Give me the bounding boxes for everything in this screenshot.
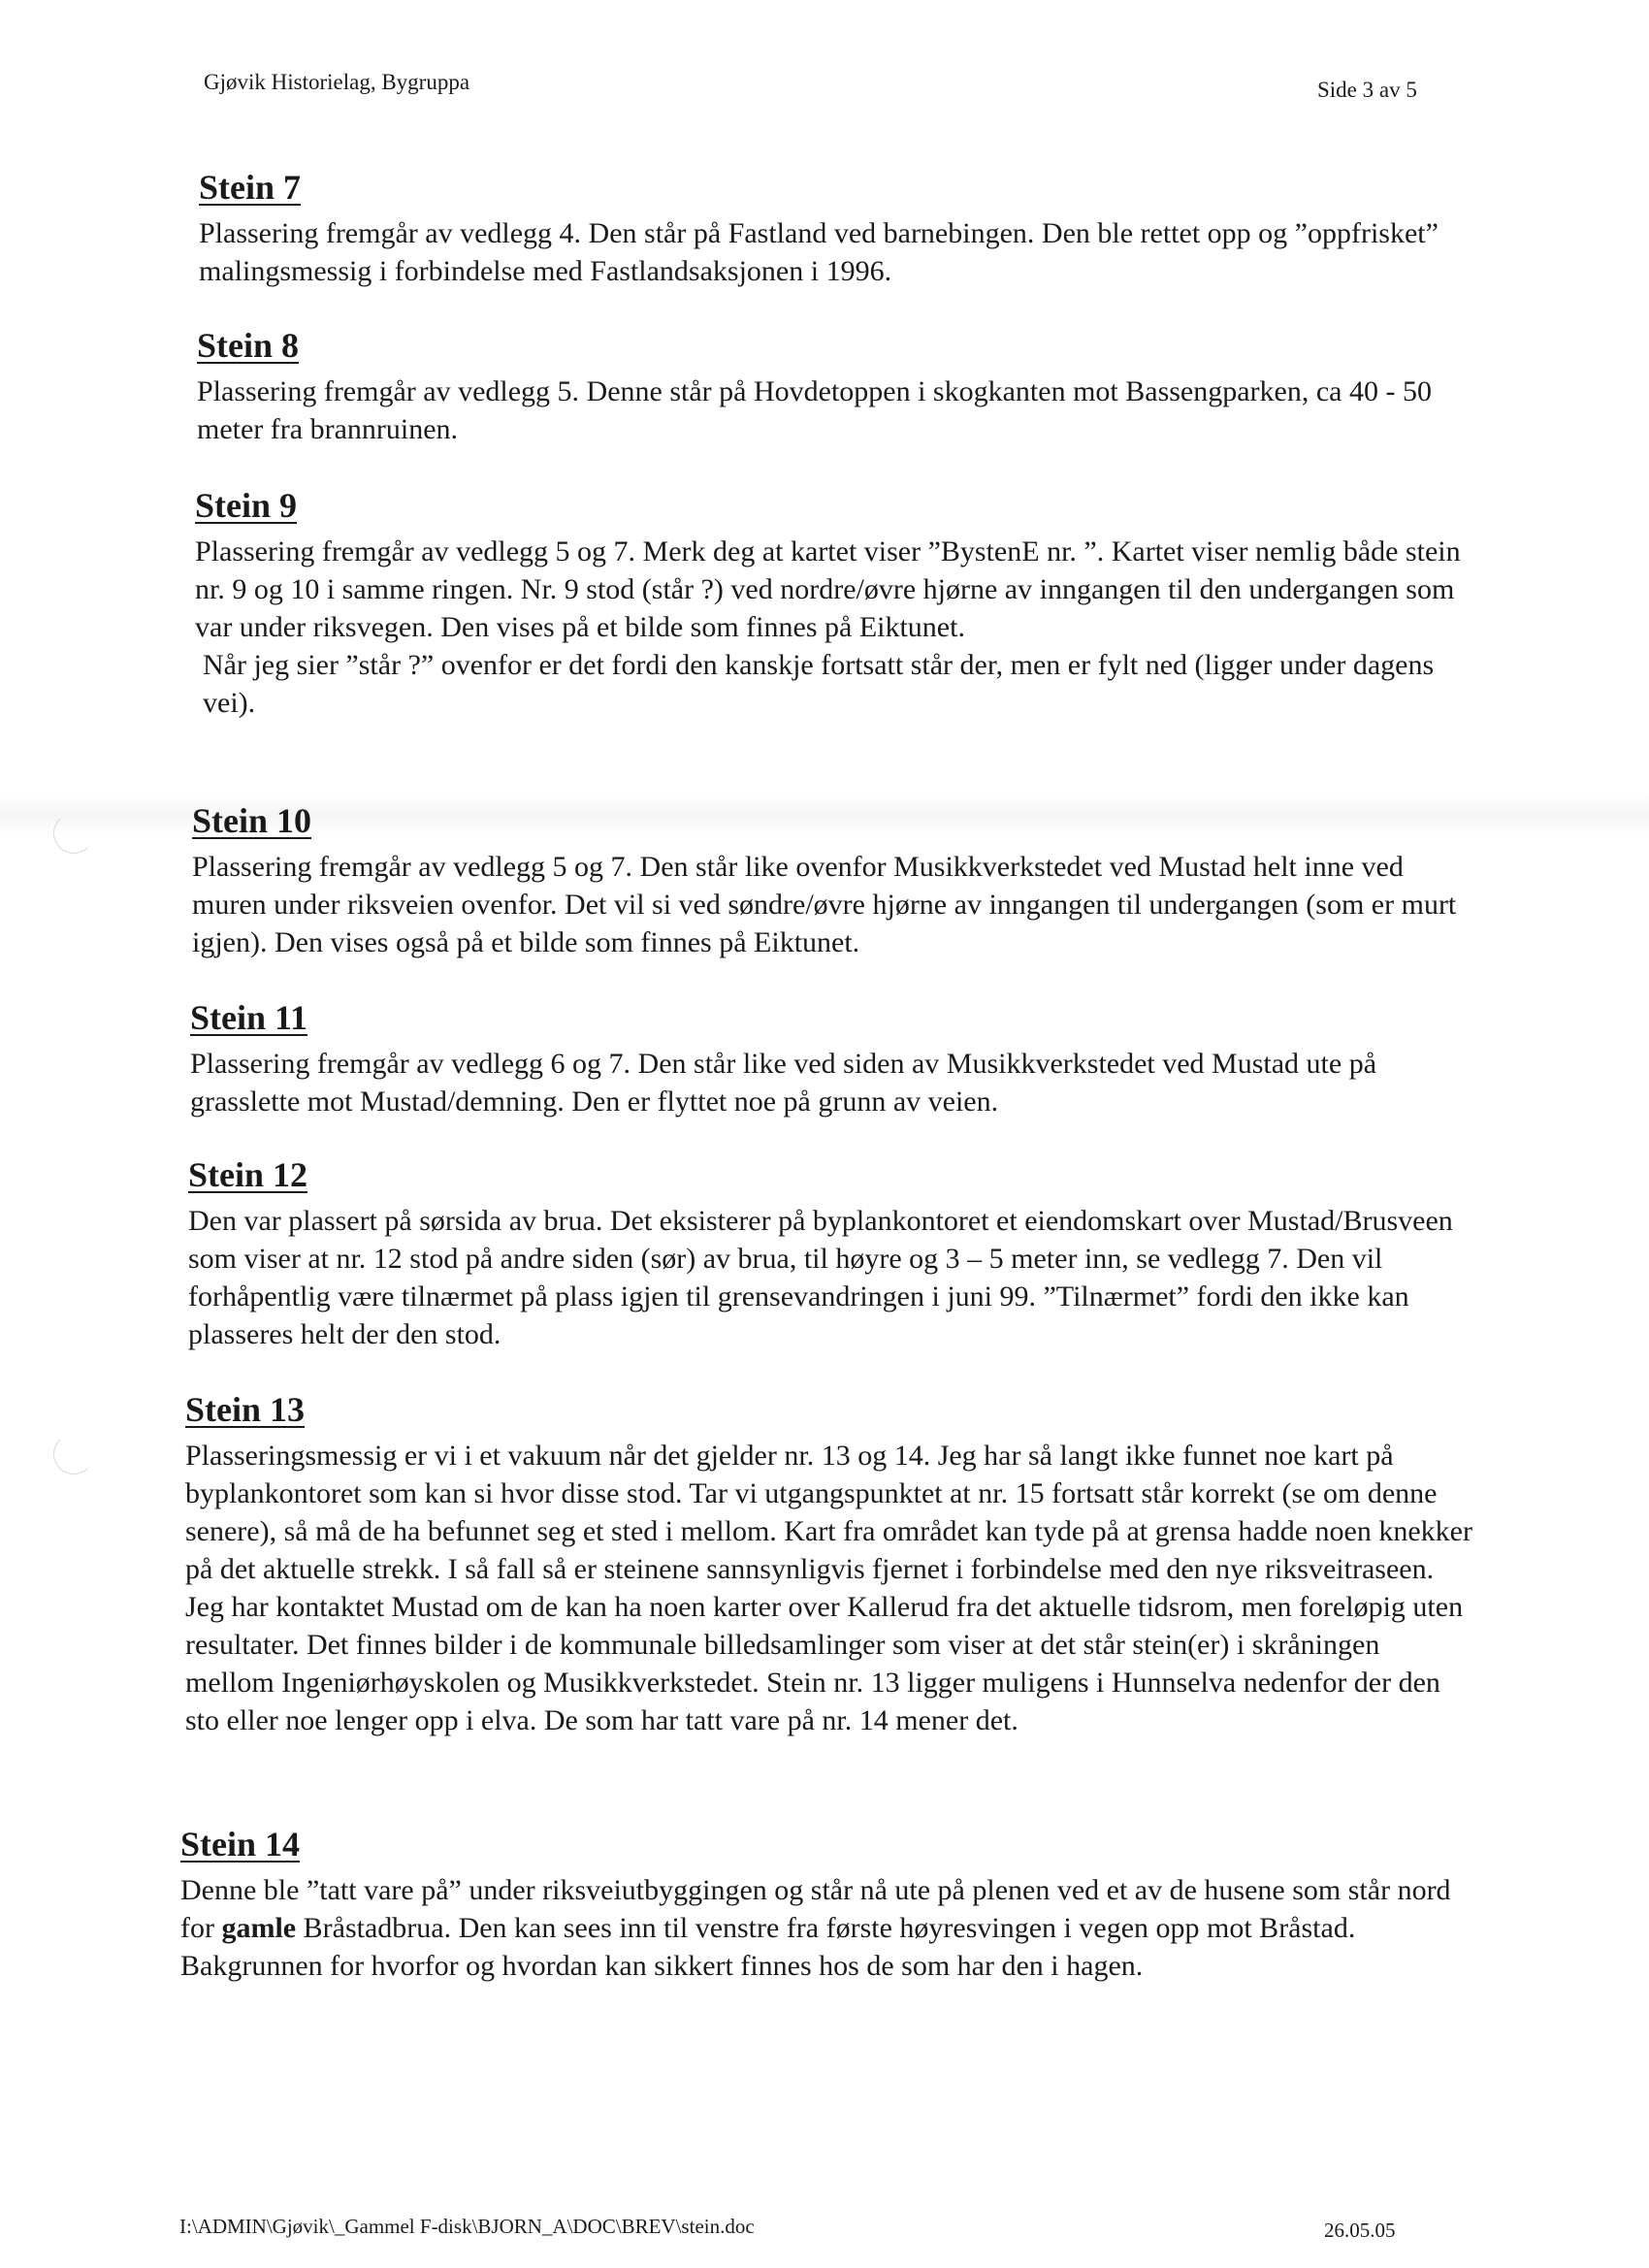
punch-hole-mark [53, 1434, 94, 1474]
section-stein-7 [199, 167, 1489, 290]
section-stein-14 [180, 1824, 1471, 1985]
footer-date: 26.05.05 [1324, 2219, 1396, 2242]
punch-hole-mark [53, 813, 94, 854]
section-heading: Stein 11 [190, 998, 308, 1037]
footer-file-path: I:\ADMIN\Gjøvik\_Gammel F-disk\BJORN_A\DOC\BREV\stein.doc [179, 2215, 755, 2238]
section-paragraph: Plassering fremgår av vedlegg 5 og 7. Den står like ovenfor Musikkverkstedet ved Mustad helt inne ved muren under riksveien ovenfor. Det vil si ved søndre/øvre hjørne av inngangen til undergangen (som er murt igjen). Den vises også på et bilde som finnes på Eiktunet. [192, 851, 1457, 959]
section-stein-9 [195, 485, 1485, 722]
section-heading: Stein 12 [188, 1155, 308, 1194]
section-paragraph: Når jeg sier ”står ?” ovenfor er det fordi den kanskje fortsatt står der, men er fylt ned (ligger under dagens vei). [203, 649, 1435, 720]
section-paragraph: Plasseringsmessig er vi i et vakuum når det gjelder nr. 13 og 14. Jeg har så langt ikke funnet noe kart på byplankontoret som kan si hvor disse stod. Tar vi utgangspunktet at nr. 15 fortsatt står korrekt (se om denne senere), så må de ha befunnet seg et sted i mellom. Kart fra området kan tyde på at grensa hadde noen knekker på det aktuelle strekk. I så fall så er steinene sannsynligvis fjernet i forbindelse med den nye riksveitraseen. Jeg har kontaktet Mustad om de kan ha noen karter over Kallerud fra det aktuelle tidsrom, men foreløpig uten resultater. Det finnes bilder i de kommunale billedsamlinger som viser at det står stein(er) i skråningen mellom Ingeniørhøyskolen og Musikkverkstedet. Stein nr. 13 ligger muligens i Hunnselva nedenfor der den sto eller noe lenger opp i elva. De som har tatt vare på nr. 14 mener det. [185, 1440, 1472, 1737]
section-stein-13 [185, 1389, 1475, 1739]
section-stein-8 [197, 325, 1487, 448]
section-paragraph: Plassering fremgår av vedlegg 5 og 7. Merk deg at kartet viser ”BystenE nr. ”. Kartet viser nemlig både stein nr. 9 og 10 i samme ringen. Nr. 9 stod (står ?) ved nordre/øvre hjørne av inngangen til den undergangen som var under riksvegen. Den vises på et bilde som finnes på Eiktunet. [195, 535, 1461, 644]
section-stein-11 [190, 997, 1480, 1120]
section-heading: Stein 10 [192, 801, 312, 840]
section-paragraph [180, 1871, 1471, 1985]
section-heading: Stein 14 [180, 1825, 301, 1863]
section-stein-10 [192, 800, 1482, 961]
header-page-number: Side 3 av 5 [1317, 78, 1417, 102]
section-stein-12 [188, 1154, 1478, 1353]
section-heading: Stein 13 [185, 1390, 306, 1429]
paragraph-text: Denne ble ”tatt vare på” under riksveiutbyggingen og står nå ute på plenen ved et av de husene som står nord for [180, 1874, 1451, 1945]
section-paragraph: Plassering fremgår av vedlegg 4. Den står på Fastland ved barnebingen. Den ble rettet opp og ”oppfrisket” malingsmessig i forbindelse med Fastlandsaksjonen i 1996. [199, 217, 1439, 288]
paragraph-text: Bråstadbrua. Den kan sees inn til venstre fra første høyresvingen i vegen opp mot Bråstad. Bakgrunnen for hvorfor og hvordan kan sikkert finnes hos de som har den i hagen. [180, 1912, 1356, 1983]
section-heading: Stein 9 [195, 486, 298, 525]
header-organization: Gjøvik Historielag, Bygruppa [204, 70, 470, 94]
bold-word: gamle [221, 1912, 297, 1945]
section-paragraph: Plassering fremgår av vedlegg 5. Denne står på Hovdetoppen i skogkanten mot Bassengparken, ca 40 - 50 meter fra brannruinen. [197, 375, 1432, 446]
section-heading: Stein 7 [199, 168, 302, 207]
section-paragraph: Plassering fremgår av vedlegg 6 og 7. Den står like ved siden av Musikkverkstedet ved Mustad ute på grasslette mot Mustad/demning. Den er flyttet noe på grunn av veien. [190, 1048, 1377, 1118]
section-heading: Stein 8 [197, 326, 300, 365]
section-paragraph: Den var plassert på sørsida av brua. Det eksisterer på byplankontoret et eiendomskart over Mustad/Brusveen som viser at nr. 12 stod på andre siden (sør) av brua, til høyre og 3 – 5 meter inn, se vedlegg 7. Den vil forhåpentlig være tilnærmet på plass igjen til grensevandringen i juni 99. ”Tilnærmet” fordi den ikke kan plasseres helt der den stod. [188, 1205, 1453, 1351]
